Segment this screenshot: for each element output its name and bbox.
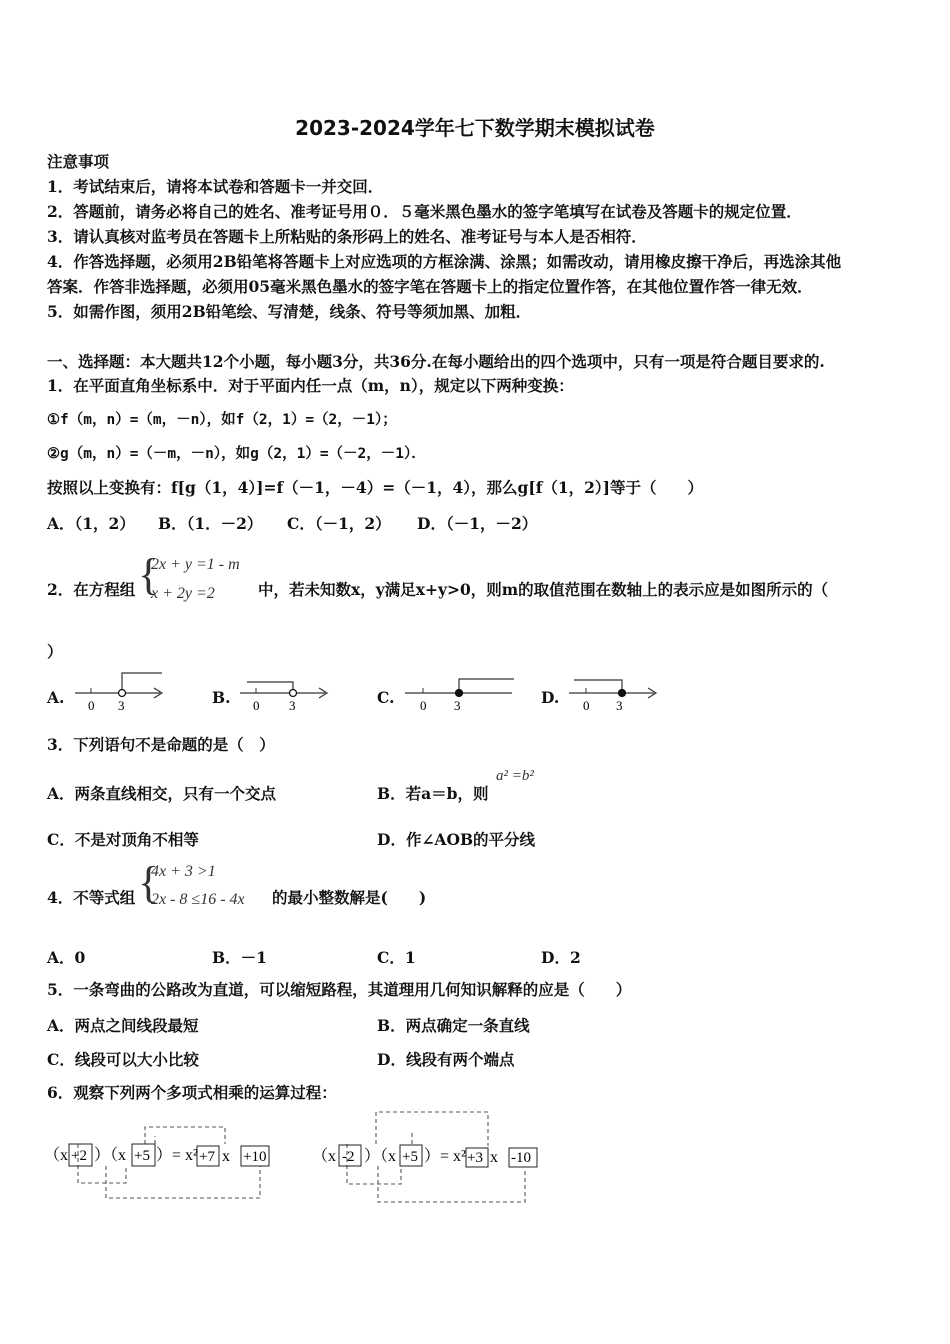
q2-prefix: 2．在方程组 xyxy=(47,580,136,599)
number-line-c xyxy=(402,668,520,714)
q3-option-a[interactable]: A．两条直线相交，只有一个交点 xyxy=(47,784,277,803)
q5-option-a[interactable]: A．两点之间线段最短 xyxy=(47,1016,199,1035)
q4-option-a[interactable]: A．0 xyxy=(47,948,86,967)
q1-option-d[interactable]: D．（－1，－2） xyxy=(417,514,538,533)
q5-stem: 5．一条弯曲的公路改为直道，可以缩短路程，其道理用几何知识解释的应是（ ） xyxy=(47,980,632,999)
notice-item: 3．请认真核对监考员在答题卡上所粘贴的条形码上的姓名、准考证号与本人是否相符． xyxy=(47,227,647,246)
axis-label-zero: 0 xyxy=(583,698,590,713)
q2-option-b[interactable]: B. xyxy=(212,688,231,707)
q2-equation-2: x + 2y =2 xyxy=(151,585,215,602)
paren-mid: ）（x xyxy=(94,1147,127,1164)
term-a: -2 xyxy=(342,1149,355,1165)
sum-term: +3 xyxy=(467,1150,483,1166)
polynomial-diagram-left xyxy=(40,1108,290,1208)
q1-rule2: ②g（m，n）=（－m，－n），如g（2，1）=（－2，－1）． xyxy=(47,446,426,462)
q3-option-d[interactable]: D．作∠AOB的平分线 xyxy=(377,830,536,849)
axis-label-zero: 0 xyxy=(253,698,260,713)
notice-item: 2．答题前，请务必将自己的姓名、准考证号用０．５毫米黑色墨水的签字笔填写在试卷及答题卡的规定位置． xyxy=(47,202,802,221)
polynomial-diagram-right xyxy=(308,1108,558,1208)
q2-option-d[interactable]: D. xyxy=(541,688,560,707)
q3-option-b[interactable]: B．若a＝b，则 xyxy=(377,784,489,803)
q4-inequality-1: 4x + 3 >1 xyxy=(151,863,216,880)
notice-item: 5．如需作图，须用2B铅笔绘、写清楚，线条、符号等须加黑、加粗． xyxy=(47,302,532,321)
section-heading: 一、选择题：本大题共12个小题，每小题3分，共36分.在每小题给出的四个选项中，只有一项是符合题目要求的. xyxy=(47,352,825,371)
equals-x-squared: ）= x² xyxy=(424,1148,466,1165)
q1-rule1: ①f（m，n）=（m，－n），如f（2，1）=（2，－1）； xyxy=(47,412,397,428)
q5-option-b[interactable]: B．两点确定一条直线 xyxy=(377,1016,530,1035)
page-title: 2023-2024学年七下数学期末模拟试卷 xyxy=(295,116,655,140)
q4-inequality-2: 2x - 8 ≤16 - 4x xyxy=(151,891,245,908)
axis-label-three: 3 xyxy=(118,698,125,713)
product-term: -10 xyxy=(511,1150,531,1166)
product-term: +10 xyxy=(243,1149,267,1165)
number-line-b xyxy=(237,668,337,714)
axis-label-three: 3 xyxy=(454,698,461,713)
notice-item: 1．考试结束后，请将本试卷和答题卡一并交回． xyxy=(47,177,384,196)
paren-open: （x xyxy=(44,1147,69,1164)
q2-option-c[interactable]: C. xyxy=(377,688,395,707)
x-variable: x xyxy=(490,1149,498,1166)
term-b: +5 xyxy=(402,1149,418,1165)
sum-term: +7 xyxy=(199,1149,215,1165)
term-b: +5 xyxy=(134,1148,150,1164)
q6-stem: 6．观察下列两个多项式相乘的运算过程： xyxy=(47,1083,337,1102)
q3-option-b-formula: a² =b² xyxy=(496,768,534,784)
q3-option-c[interactable]: C．不是对顶角不相等 xyxy=(47,830,199,849)
q4-option-b[interactable]: B．－1 xyxy=(212,948,267,967)
q2-option-a[interactable]: A. xyxy=(47,688,65,707)
notice-heading: 注意事项 xyxy=(47,152,110,171)
q2-close: ） xyxy=(47,642,63,661)
notice-item: 答案．作答非选择题，必须用05毫米黑色墨水的签字笔在答题卡上的指定位置作答，在其他位置作答一律无效． xyxy=(47,277,813,296)
paren-open: （x xyxy=(312,1148,337,1165)
q1-option-a[interactable]: A．（1，2） xyxy=(47,514,135,533)
q5-option-d[interactable]: D．线段有两个端点 xyxy=(377,1050,515,1069)
notice-item: 4．作答选择题，必须用2B铅笔将答题卡上对应选项的方框涂满、涂黑；如需改动，请用橡皮擦干净后，再选涂其他 xyxy=(47,252,842,271)
number-line-d xyxy=(566,668,666,714)
q5-option-c[interactable]: C．线段可以大小比较 xyxy=(47,1050,199,1069)
q2-suffix: 中，若未知数x，y满足x+y>0，则m的取值范围在数轴上的表示应是如图所示的（ xyxy=(258,580,829,599)
q1-ask: 按照以上变换有：f[g（1，4）]=f（－1，－4）=（－1，4），那么g[f（1，2）]等于（ ） xyxy=(47,478,704,497)
q1-option-c[interactable]: C．（－1，2） xyxy=(287,514,391,533)
brace-symbol: { xyxy=(138,550,160,599)
axis-label-three: 3 xyxy=(616,698,623,713)
x-variable: x xyxy=(222,1148,230,1165)
q2-equation-1: 2x + y =1 - m xyxy=(151,556,240,573)
q3-stem: 3．下列语句不是命题的是（ ） xyxy=(47,735,275,754)
brace-symbol: { xyxy=(138,858,160,907)
q4-prefix: 4．不等式组 xyxy=(47,888,136,907)
axis-label-three: 3 xyxy=(289,698,296,713)
q4-option-d[interactable]: D．2 xyxy=(541,948,581,967)
q1-stem: 1．在平面直角坐标系中．对于平面内任一点（m，n），规定以下两种变换： xyxy=(47,376,574,395)
axis-label-zero: 0 xyxy=(88,698,95,713)
equals-x-squared: ）= x² xyxy=(156,1147,198,1164)
q1-option-b[interactable]: B．（1．－2） xyxy=(158,514,263,533)
q4-suffix: 的最小整数解是( ) xyxy=(272,888,427,907)
paren-mid: ）（x xyxy=(364,1148,397,1165)
q4-option-c[interactable]: C．1 xyxy=(377,948,416,967)
axis-label-zero: 0 xyxy=(420,698,427,713)
number-line-a xyxy=(72,668,172,714)
term-a: +2 xyxy=(71,1148,87,1164)
